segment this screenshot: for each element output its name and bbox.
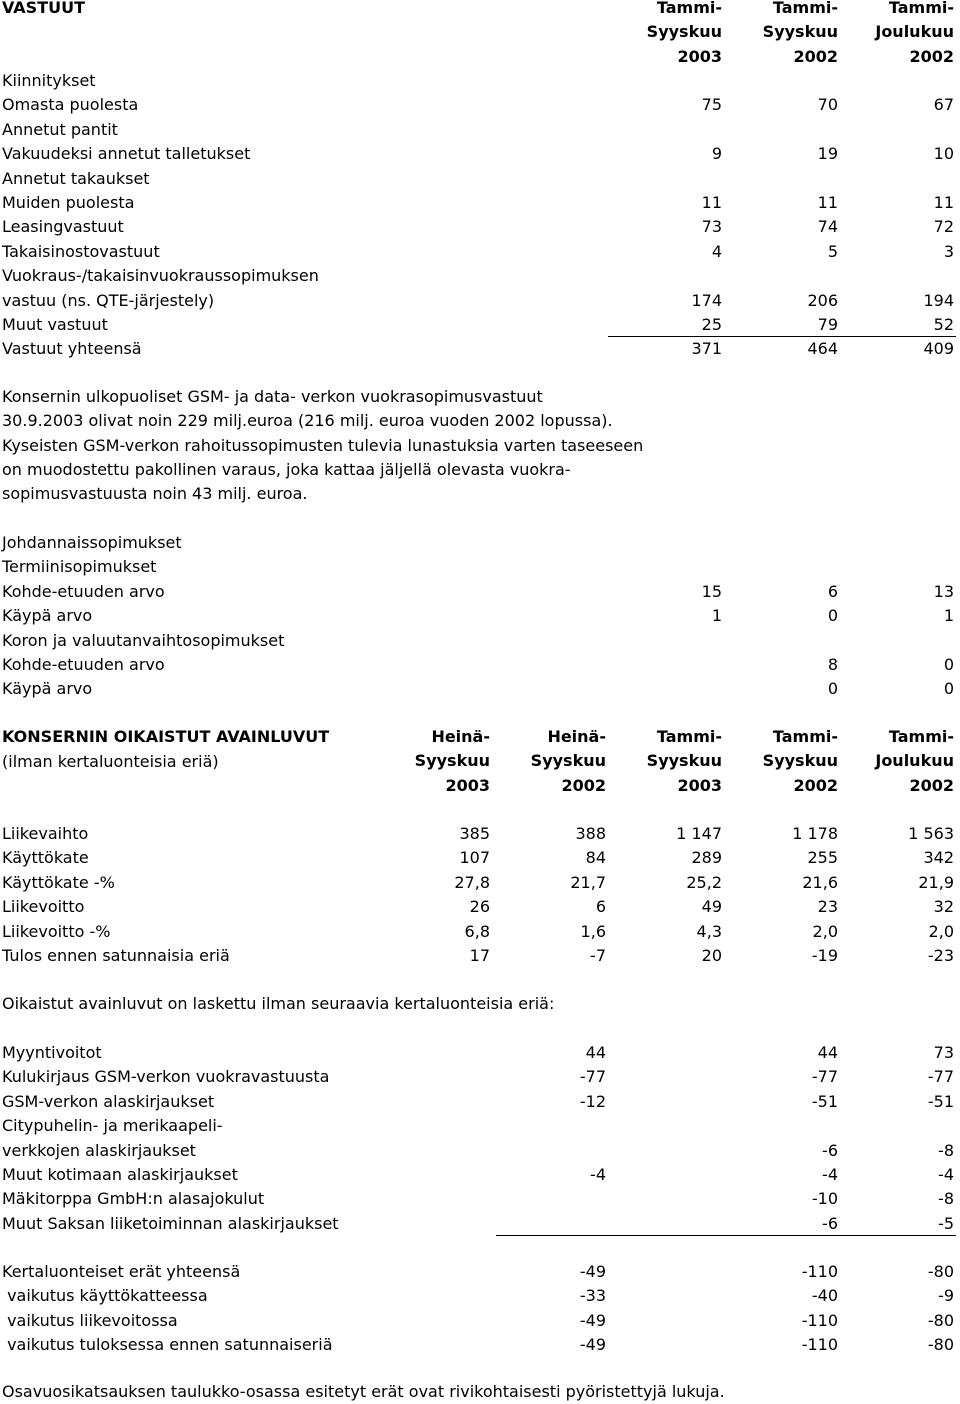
avainluvut-header-cell: 2002 bbox=[909, 775, 954, 795]
avainluvut-header-cell: 2002 bbox=[793, 775, 838, 795]
kertaluonteiset-row-value: -12 bbox=[579, 1091, 606, 1111]
kertaluonteiset-row-value: -4 bbox=[822, 1165, 838, 1184]
vastuut-row-value: 206 bbox=[807, 290, 838, 310]
avainluvut-row-value: 255 bbox=[807, 848, 838, 868]
kertaluonteiset-total-row-value: -110 bbox=[801, 1335, 838, 1355]
vastuut-row-label: Annetut pantit bbox=[2, 119, 118, 139]
kertaluonteiset-row-value: -77 bbox=[927, 1067, 954, 1087]
vastuut-row-label: Muiden puolesta bbox=[2, 193, 135, 212]
kertaluonteiset-total-row-value: -80 bbox=[927, 1262, 954, 1281]
vastuut-row-label: Vakuudeksi annetut talletukset bbox=[2, 144, 251, 164]
avainluvut-header-cell: Tammi- bbox=[656, 727, 722, 746]
avainluvut-row-value: 21,9 bbox=[918, 872, 954, 892]
avainluvut-row-value: 289 bbox=[691, 848, 722, 868]
vastuut-header-2-line2: Syyskuu bbox=[762, 22, 838, 41]
vastuut-row-value: 11 bbox=[933, 193, 954, 212]
johdannaiset-row-value: 1 bbox=[711, 606, 722, 626]
avainluvut-row-value: 25,2 bbox=[686, 872, 722, 892]
avainluvut-header-cell: Joulukuu bbox=[875, 751, 954, 771]
vastuut-row-label: Omasta puolesta bbox=[2, 95, 139, 115]
vastuut-header-1-line1: Tammi- bbox=[656, 0, 722, 17]
vastuut-row-label: vastuu (ns. QTE-järjestely) bbox=[2, 290, 215, 310]
avainluvut-row-value: 1 563 bbox=[908, 824, 954, 843]
vastuut-row-value: 4 bbox=[711, 241, 722, 261]
note-line: sopimusvastuusta noin 43 milj. euroa. bbox=[2, 484, 308, 503]
avainluvut-row-value: 388 bbox=[575, 824, 606, 843]
kertaluonteiset-total-row-label: vaikutus liikevoitossa bbox=[2, 1310, 178, 1330]
kertaluonteiset-total-row-value: -9 bbox=[938, 1286, 954, 1306]
avainluvut-row-label: Käyttökate -% bbox=[2, 872, 115, 892]
vastuut-row-value: 25 bbox=[701, 315, 722, 334]
note-line: on muodostettu pakollinen varaus, joka kattaa jäljellä olevasta vuokra- bbox=[2, 460, 571, 479]
kertaluonteiset-total-row-value: -49 bbox=[579, 1262, 606, 1281]
kertaluonteiset-total-row-value: -80 bbox=[927, 1310, 954, 1330]
vastuut-row-value: 10 bbox=[933, 144, 954, 164]
avainluvut-header-cell: Syyskuu bbox=[762, 751, 838, 771]
kertaluonteiset-row-value: -4 bbox=[590, 1165, 606, 1184]
kertaluonteiset-total-row-value: -80 bbox=[927, 1335, 954, 1355]
vastuut-row-value: 75 bbox=[701, 95, 722, 115]
vastuut-row-value: 73 bbox=[701, 217, 722, 237]
vastuut-row-value: 371 bbox=[691, 339, 722, 359]
avainluvut-row-value: 27,8 bbox=[454, 872, 490, 892]
vastuut-row-value: 11 bbox=[701, 193, 722, 212]
vastuut-row-value: 70 bbox=[817, 95, 838, 115]
avainluvut-row-label: Käyttökate bbox=[2, 848, 89, 868]
kertaluonteiset-row-value: 73 bbox=[933, 1043, 954, 1062]
johdannaiset-row-value: 8 bbox=[827, 655, 838, 674]
johdannaiset-row-label: Termiinisopimukset bbox=[2, 557, 157, 577]
avainluvut-row-value: 21,7 bbox=[570, 872, 606, 892]
vastuut-row-label: Vuokraus-/takaisinvuokraussopimuksen bbox=[2, 266, 319, 286]
avainluvut-row-value: 84 bbox=[585, 848, 606, 868]
kertaluonteiset-sum-rule bbox=[496, 1235, 956, 1236]
avainluvut-row-value: 17 bbox=[469, 946, 490, 965]
vastuut-header-1-line2: Syyskuu bbox=[646, 22, 722, 41]
johdannaiset-row-value: 15 bbox=[701, 581, 722, 601]
avainluvut-row-label: Liikevaihto bbox=[2, 824, 89, 843]
johdannaiset-row-value: 13 bbox=[933, 581, 954, 601]
kertaluonteiset-row-value: -5 bbox=[938, 1213, 954, 1233]
kertaluonteiset-row-label: Mäkitorppa GmbH:n alasajokulut bbox=[2, 1189, 265, 1209]
vastuut-row-value: 72 bbox=[933, 217, 954, 237]
vastuut-header-1-line3: 2003 bbox=[677, 47, 722, 66]
vastuut-header-2-line3: 2002 bbox=[793, 47, 838, 66]
avainluvut-header-cell: Tammi- bbox=[888, 727, 954, 746]
avainluvut-row-value: 21,6 bbox=[802, 872, 838, 892]
avainluvut-row-value: 2,0 bbox=[812, 921, 838, 941]
vastuut-row-value: 74 bbox=[817, 217, 838, 237]
kertaluonteiset-row-value: -51 bbox=[811, 1091, 838, 1111]
avainluvut-row-value: 6,8 bbox=[464, 921, 490, 941]
kertaluonteiset-row-value: -51 bbox=[927, 1091, 954, 1111]
avainluvut-note: Oikaistut avainluvut on laskettu ilman seuraavia kertaluonteisia eriä: bbox=[2, 994, 555, 1013]
note-line: 30.9.2003 olivat noin 229 milj.euroa (216 milj. euroa vuoden 2002 lopussa). bbox=[2, 411, 613, 430]
kertaluonteiset-row-label: GSM-verkon alaskirjaukset bbox=[2, 1091, 215, 1111]
vastuut-header-3-line3: 2002 bbox=[909, 47, 954, 66]
avainluvut-header-cell: 2002 bbox=[561, 775, 606, 795]
vastuut-row-label: Vastuut yhteensä bbox=[2, 339, 142, 359]
kertaluonteiset-row-value: -77 bbox=[811, 1067, 838, 1087]
johdannaiset-row-value: 0 bbox=[943, 679, 954, 699]
vastuut-row-value: 11 bbox=[817, 193, 838, 212]
avainluvut-row-value: -19 bbox=[811, 946, 838, 965]
johdannaiset-row-label: Kohde-etuuden arvo bbox=[2, 581, 165, 601]
kertaluonteiset-row-label: Kulukirjaus GSM-verkon vuokravastuusta bbox=[2, 1067, 330, 1087]
avainluvut-row-value: -7 bbox=[590, 946, 606, 965]
kertaluonteiset-row-label: verkkojen alaskirjaukset bbox=[2, 1140, 196, 1160]
vastuut-header-3-line1: Tammi- bbox=[888, 0, 954, 17]
avainluvut-header-cell: Tammi- bbox=[772, 727, 838, 746]
avainluvut-header-cell: Syyskuu bbox=[530, 751, 606, 771]
vastuut-row-value: 194 bbox=[923, 290, 954, 310]
kertaluonteiset-row-label: Muut kotimaan alaskirjaukset bbox=[2, 1165, 238, 1184]
vastuut-header-3-line2: Joulukuu bbox=[875, 22, 954, 41]
kertaluonteiset-total-row-value: -110 bbox=[801, 1310, 838, 1330]
avainluvut-row-value: 20 bbox=[701, 946, 722, 965]
avainluvut-subtitle: (ilman kertaluonteisia eriä) bbox=[2, 752, 219, 771]
vastuut-row-value: 174 bbox=[691, 290, 722, 310]
kertaluonteiset-row-label: Citypuhelin- ja merikaapeli- bbox=[2, 1116, 223, 1136]
avainluvut-row-value: 2,0 bbox=[928, 921, 954, 941]
vastuut-row-value: 9 bbox=[711, 144, 722, 164]
vastuut-header-2-line1: Tammi- bbox=[772, 0, 838, 17]
avainluvut-row-value: 342 bbox=[923, 848, 954, 868]
avainluvut-header-cell: Syyskuu bbox=[414, 751, 490, 771]
kertaluonteiset-total-row-value: -49 bbox=[579, 1335, 606, 1355]
footnote: Osavuosikatsauksen taulukko-osassa esitetyt erät ovat rivikohtaisesti pyöristettyjä lukuja. bbox=[2, 1382, 725, 1401]
note-line: Konsernin ulkopuoliset GSM- ja data- verkon vuokrasopimusvastuut bbox=[2, 387, 543, 406]
kertaluonteiset-row-label: Myyntivoitot bbox=[2, 1043, 102, 1062]
vastuut-row-value: 409 bbox=[923, 339, 954, 359]
avainluvut-row-label: Liikevoitto -% bbox=[2, 921, 111, 941]
kertaluonteiset-total-row-value: -110 bbox=[801, 1262, 838, 1281]
avainluvut-header-cell: 2003 bbox=[445, 775, 490, 795]
kertaluonteiset-row-value: -10 bbox=[811, 1189, 838, 1209]
avainluvut-row-label: Liikevoitto bbox=[2, 897, 85, 917]
vastuut-row-value: 5 bbox=[827, 241, 838, 261]
vastuut-row-value: 3 bbox=[943, 241, 954, 261]
kertaluonteiset-row-value: -8 bbox=[938, 1140, 954, 1160]
vastuut-row-label: Takaisinostovastuut bbox=[2, 241, 160, 261]
vastuut-row-value: 52 bbox=[933, 315, 954, 334]
vastuut-row-label: Leasingvastuut bbox=[2, 217, 124, 237]
vastuut-row-value: 79 bbox=[817, 315, 838, 334]
johdannaiset-row-value: 0 bbox=[827, 679, 838, 699]
kertaluonteiset-total-row-label: vaikutus käyttökatteessa bbox=[2, 1286, 208, 1306]
avainluvut-header-cell: Syyskuu bbox=[646, 751, 722, 771]
kertaluonteiset-row-value: 44 bbox=[585, 1043, 606, 1062]
johdannaiset-row-label: Koron ja valuutanvaihtosopimukset bbox=[2, 630, 285, 650]
kertaluonteiset-row-value: -8 bbox=[938, 1189, 954, 1209]
kertaluonteiset-row-label: Muut Saksan liiketoiminnan alaskirjaukset bbox=[2, 1213, 339, 1233]
kertaluonteiset-total-row-value: -49 bbox=[579, 1310, 606, 1330]
avainluvut-row-label: Tulos ennen satunnaisia eriä bbox=[2, 946, 230, 965]
avainluvut-row-value: 107 bbox=[459, 848, 490, 868]
avainluvut-row-value: 23 bbox=[817, 897, 838, 917]
johdannaiset-row-value: 0 bbox=[943, 655, 954, 674]
kertaluonteiset-row-value: 44 bbox=[817, 1043, 838, 1062]
avainluvut-row-value: 4,3 bbox=[696, 921, 722, 941]
vastuut-sum-rule bbox=[608, 336, 956, 337]
kertaluonteiset-total-row-label: vaikutus tuloksessa ennen satunnaiseriä bbox=[2, 1335, 333, 1355]
johdannaiset-row-label: Käypä arvo bbox=[2, 606, 93, 626]
kertaluonteiset-row-value: -77 bbox=[579, 1067, 606, 1087]
avainluvut-row-value: 49 bbox=[701, 897, 722, 917]
johdannaiset-row-value: 1 bbox=[943, 606, 954, 626]
johdannaiset-row-value: 6 bbox=[827, 581, 838, 601]
avainluvut-row-value: 1 178 bbox=[792, 824, 838, 843]
vastuut-row-label: Muut vastuut bbox=[2, 315, 108, 334]
avainluvut-title: KONSERNIN OIKAISTUT AVAINLUVUT bbox=[2, 727, 330, 746]
vastuut-row-value: 464 bbox=[807, 339, 838, 359]
kertaluonteiset-total-row-value: -33 bbox=[579, 1286, 606, 1306]
vastuut-row-value: 19 bbox=[817, 144, 838, 164]
avainluvut-row-value: 385 bbox=[459, 824, 490, 843]
kertaluonteiset-total-row-value: -40 bbox=[811, 1286, 838, 1306]
avainluvut-header-cell: Heinä- bbox=[431, 727, 490, 746]
johdannaiset-row-label: Käypä arvo bbox=[2, 679, 93, 699]
avainluvut-header-cell: Heinä- bbox=[547, 727, 606, 746]
avainluvut-row-value: 32 bbox=[933, 897, 954, 917]
kertaluonteiset-row-value: -6 bbox=[822, 1140, 838, 1160]
kertaluonteiset-row-value: -4 bbox=[938, 1165, 954, 1184]
kertaluonteiset-total-row-label: Kertaluonteiset erät yhteensä bbox=[2, 1262, 241, 1281]
note-line: Kyseisten GSM-verkon rahoitussopimusten tulevia lunastuksia varten taseeseen bbox=[2, 436, 644, 455]
johdannaiset-row-value: 0 bbox=[827, 606, 838, 626]
kertaluonteiset-row-value: -6 bbox=[822, 1213, 838, 1233]
avainluvut-row-value: 1 147 bbox=[676, 824, 722, 843]
avainluvut-row-value: 6 bbox=[595, 897, 606, 917]
avainluvut-row-value: 26 bbox=[469, 897, 490, 917]
vastuut-title: VASTUUT bbox=[2, 0, 86, 17]
avainluvut-header-cell: 2003 bbox=[677, 775, 722, 795]
vastuut-row-value: 67 bbox=[933, 95, 954, 115]
vastuut-row-label: Kiinnitykset bbox=[2, 71, 96, 90]
avainluvut-row-value: 1,6 bbox=[580, 921, 606, 941]
johdannaiset-row-label: Johdannaissopimukset bbox=[2, 533, 182, 552]
vastuut-row-label: Annetut takaukset bbox=[2, 168, 150, 188]
johdannaiset-row-label: Kohde-etuuden arvo bbox=[2, 655, 165, 674]
avainluvut-row-value: -23 bbox=[927, 946, 954, 965]
